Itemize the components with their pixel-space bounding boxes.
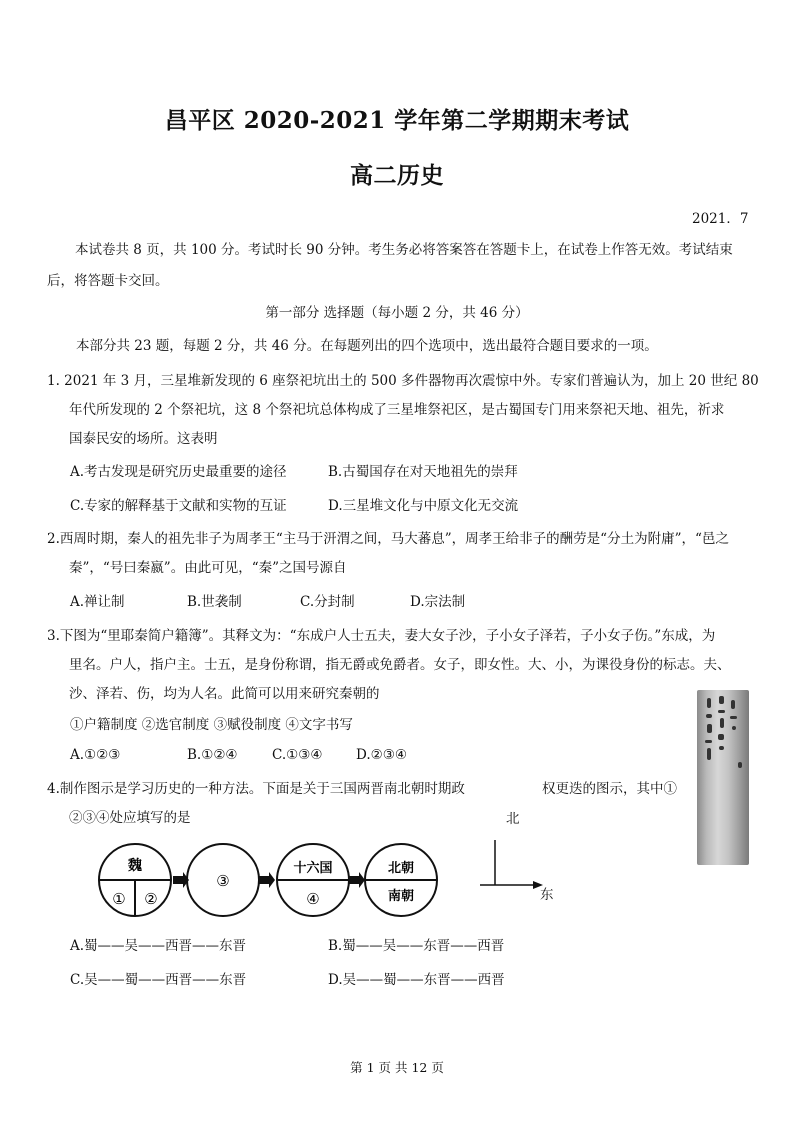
circle-4-bottom-label: 南朝 [387, 889, 415, 904]
q1-stem-line-2: 年代所发现的 2 个祭祀坑，这 8 个祭祀坑总体构成了三星堆祭祀区，是古蜀国专门用来祭祀天地、祖先，祈求 [69, 402, 725, 418]
circle-2-label: ③ [216, 872, 230, 890]
q3-option-b[interactable]: B.①②④ [187, 747, 238, 763]
q2-stem-line-1: 2.西周时期，秦人的祖先非子为周孝王“主马于汧渭之间，马大蕃息”，周孝王给非子的酬劳是“分土为附庸”，“邑之 [47, 531, 729, 547]
q3-option-c[interactable]: C.①③④ [272, 747, 323, 763]
q4-stem-line-1a: 4.制作图示是学习历史的一种方法。下面是关于三国两晋南北朝时期政 [47, 781, 465, 797]
q2-option-c[interactable]: C.分封制 [300, 594, 355, 610]
q2-option-a[interactable]: A.禅让制 [70, 594, 125, 610]
q2-stem-line-2: 秦”，“号曰秦嬴”。由此可见，“秦”之国号源自 [69, 560, 347, 576]
circle-3-top-label: 十六国 [293, 861, 333, 876]
circle-1-left-label: ① [112, 890, 126, 908]
q1-option-d[interactable]: D.三星堆文化与中原文化无交流 [328, 498, 519, 514]
circle-1-top-label: 魏 [128, 858, 142, 874]
section-heading: 第一部分 选择题（每小题 2 分，共 46 分） [265, 305, 529, 321]
q4-option-b[interactable]: B.蜀——吴——东晋——西晋 [328, 938, 505, 954]
circle-3 [277, 844, 349, 916]
arrow-3-shaft [349, 876, 359, 884]
q3-stem-line-1: 3.下图为“里耶秦简户籍簿”。其释文为：“东成户人士五夫，妻大女子沙，子小女子泽若，子小女子伤。”东成，为 [47, 628, 716, 644]
q4-stem-line-1b: 权更迭的图示，其中① [542, 781, 677, 797]
q2-option-d[interactable]: D.宗法制 [410, 594, 466, 610]
regime-change-diagram [95, 840, 565, 935]
q4-stem-line-2: ②③④处应填写的是 [69, 810, 191, 826]
q3-stem-line-2: 里名。户人，指户主。士五，是身份称谓，指无爵或免爵者。女子，即女性。大、小，为课役身份的标志。夫、 [69, 657, 731, 673]
q4-option-a[interactable]: A.蜀——吴——西晋——东晋 [70, 938, 247, 954]
q1-option-b[interactable]: B.古蜀国存在对天地祖先的崇拜 [328, 464, 518, 480]
intro-line-1: 本试卷共 8 页，共 100 分。考试时长 90 分钟。考生务必将答案答在答题卡上，在试卷上作答无效。考试结束 [75, 242, 733, 258]
circle-2 [187, 844, 259, 916]
circle-1-right-label: ② [144, 890, 158, 908]
exam-date: 2021．7 [692, 211, 749, 227]
arrow-1-shaft [173, 876, 183, 884]
circle-3-bottom-label: ④ [306, 890, 320, 908]
exam-title: 昌平区 2020-2021 学年第二学期期末考试 [164, 107, 630, 134]
q3-option-a[interactable]: A.①②③ [70, 747, 121, 763]
section-instruction: 本部分共 23 题，每题 2 分，共 46 分。在每题列出的四个选项中，选出最符合题目要求的一项。 [76, 338, 658, 354]
exam-subject: 高二历史 [350, 162, 444, 189]
circle-4-top-label: 北朝 [387, 861, 415, 876]
q4-option-c[interactable]: C.吴——蜀——西晋——东晋 [70, 972, 247, 988]
compass-east-label: 东 [540, 887, 554, 903]
q3-items: ①户籍制度 ②选官制度 ③赋役制度 ④文字书写 [70, 717, 353, 733]
arrow-2-head [269, 872, 275, 888]
compass [480, 840, 543, 889]
q3-option-d[interactable]: D.②③④ [356, 747, 407, 763]
intro-line-2: 后，将答题卡交回。 [47, 273, 169, 289]
q1-option-c[interactable]: C.专家的解释基于文献和实物的互证 [70, 498, 287, 514]
compass-north-label: 北 [506, 811, 520, 827]
q1-stem-line-3: 国泰民安的场所。这表明 [69, 431, 218, 447]
circle-4 [365, 844, 437, 916]
qin-bamboo-slip-image [697, 690, 749, 865]
q4-option-d[interactable]: D.吴——蜀——东晋——西晋 [328, 972, 505, 988]
q1-stem-line-1: 1. 2021 年 3 月，三星堆新发现的 6 座祭祀坑出土的 500 多件器物再次震惊中外。专家们普遍认为，加上 20 世纪 80 [47, 373, 759, 389]
arrow-2-shaft [259, 876, 269, 884]
q1-option-a[interactable]: A.考古发现是研究历史最重要的途径 [70, 464, 287, 480]
q3-stem-line-3: 沙、泽若、伤，均为人名。此简可以用来研究秦朝的 [69, 686, 380, 702]
circle-1 [99, 844, 171, 916]
page-footer: 第 1 页 共 12 页 [350, 1060, 444, 1075]
q2-option-b[interactable]: B.世袭制 [187, 594, 242, 610]
